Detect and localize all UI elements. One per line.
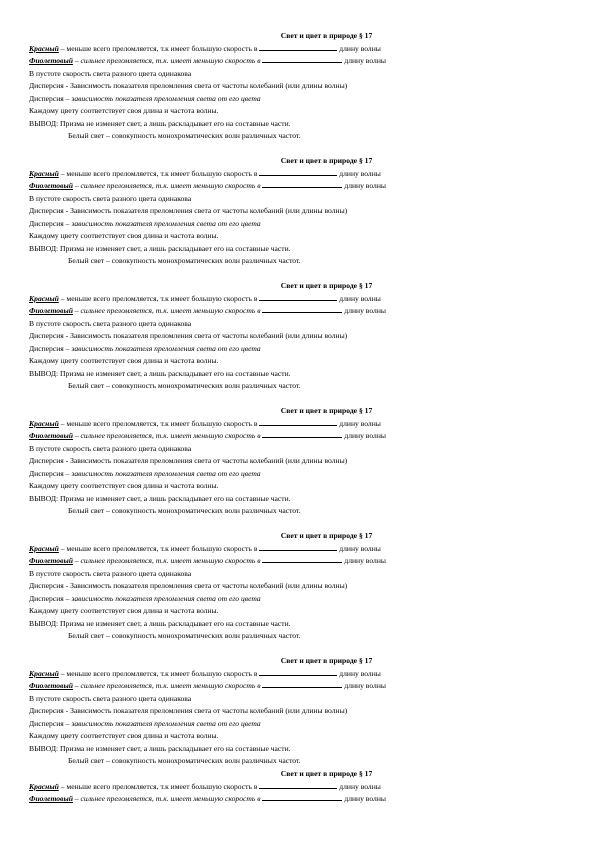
violet-blank-field[interactable] — [262, 680, 342, 688]
vacuum-line: В пустоте скорость света разного цвета одинакова — [29, 193, 192, 203]
dispersion-definition-1: Дисперсия - Зависимость показателя преломления света от частоты колебаний (или длины волны) — [29, 456, 348, 466]
red-text: – меньше всего преломляется, т.к имеет большую скорость в — [58, 418, 260, 428]
red-term: Красный — [29, 43, 59, 53]
violet-text: – сильнее преломляется, т.к. имеет меньшую скорость в — [72, 556, 263, 566]
violet-text: – сильнее преломляется, т.к. имеет меньшую скорость в — [72, 431, 263, 441]
dispersion-label: Дисперсия – — [29, 218, 72, 228]
violet-term: Фиолетовый — [29, 56, 73, 66]
red-blank-field[interactable] — [259, 668, 337, 676]
conclusion-line: ВЫВОД: Призма не изменяет свет, а лишь раскладывает его на составные части. — [29, 493, 291, 503]
dispersion-definition-1: Дисперсия - Зависимость показателя преломления света от частоты колебаний (или длины волны) — [29, 581, 348, 591]
red-blank-field[interactable] — [259, 43, 337, 51]
violet-blank-field[interactable] — [262, 430, 342, 438]
red-blank-field[interactable] — [259, 168, 337, 176]
violet-text: – сильнее преломляется, т.к. имеет меньшую скорость в — [72, 306, 263, 316]
block-title: Свет и цвет в природе § 17 — [280, 769, 373, 778]
dispersion-definition-1: Дисперсия - Зависимость показателя преломления света от частоты колебаний (или длины волны) — [29, 331, 348, 341]
red-tail: длину волны — [337, 293, 381, 303]
violet-blank-field[interactable] — [262, 180, 342, 188]
worksheet-block — [29, 155, 569, 268]
red-text: – меньше всего преломляется, т.к имеет большую скорость в — [58, 668, 260, 678]
white-light-line: Белый свет – совокупность монохроматических волн различных частот. — [68, 756, 301, 766]
violet-term: Фиолетовый — [29, 431, 73, 441]
worksheet-block — [29, 280, 569, 393]
red-line — [29, 168, 569, 181]
conclusion-line: ВЫВОД: Призма не изменяет свет, а лишь раскладывает его на составные части. — [29, 118, 291, 128]
vacuum-line: В пустоте скорость света разного цвета одинакова — [29, 568, 192, 578]
dispersion-text: зависимость показателя преломления света от его цвета — [71, 93, 261, 103]
red-text: – меньше всего преломляется, т.к имеет большую скорость в — [58, 543, 260, 553]
dispersion-text: зависимость показателя преломления света от его цвета — [71, 218, 261, 228]
red-line — [29, 668, 569, 681]
violet-term: Фиолетовый — [29, 794, 73, 804]
violet-blank-field[interactable] — [262, 793, 342, 801]
violet-tail: длину волны — [342, 556, 386, 566]
violet-tail: длину волны — [342, 56, 386, 66]
white-light-line: Белый свет – совокупность монохроматических волн различных частот. — [68, 131, 301, 141]
worksheet-block — [29, 655, 569, 768]
red-term: Красный — [29, 168, 59, 178]
violet-tail: длину волны — [342, 431, 386, 441]
red-blank-field[interactable] — [259, 543, 337, 551]
red-term: Красный — [29, 543, 59, 553]
dispersion-text: зависимость показателя преломления света от его цвета — [71, 718, 261, 728]
block-title: Свет и цвет в природе § 17 — [280, 406, 373, 415]
violet-term: Фиолетовый — [29, 556, 73, 566]
block-title: Свет и цвет в природе § 17 — [280, 31, 373, 40]
dispersion-definition-2 — [29, 93, 569, 106]
worksheet-block — [29, 530, 569, 643]
dispersion-text: зависимость показателя преломления света от его цвета — [71, 343, 261, 353]
dispersion-definition-2 — [29, 593, 569, 606]
conclusion-line: ВЫВОД: Призма не изменяет свет, а лишь раскладывает его на составные части. — [29, 243, 291, 253]
red-line — [29, 781, 569, 794]
violet-term: Фиолетовый — [29, 181, 73, 191]
violet-line — [29, 305, 569, 318]
violet-tail: длину волны — [342, 681, 386, 691]
dispersion-text: зависимость показателя преломления света от его цвета — [71, 593, 261, 603]
red-text: – меньше всего преломляется, т.к имеет большую скорость в — [58, 43, 260, 53]
dispersion-definition-2 — [29, 218, 569, 231]
red-line — [29, 543, 569, 556]
violet-tail: длину волны — [342, 306, 386, 316]
white-light-line: Белый свет – совокупность монохроматических волн различных частот. — [68, 506, 301, 516]
dispersion-definition-2 — [29, 343, 569, 356]
violet-line — [29, 680, 569, 693]
conclusion-line: ВЫВОД: Призма не изменяет свет, а лишь раскладывает его на составные части. — [29, 368, 291, 378]
violet-text: – сильнее преломляется, т.к. имеет меньшую скорость в — [72, 181, 263, 191]
block-title: Свет и цвет в природе § 17 — [280, 531, 373, 540]
red-line — [29, 418, 569, 431]
violet-text: – сильнее преломляется, т.к. имеет меньшую скорость в — [72, 794, 263, 804]
worksheet-block — [29, 405, 569, 518]
dispersion-definition-1: Дисперсия - Зависимость показателя преломления света от частоты колебаний (или длины волны) — [29, 206, 348, 216]
dispersion-text: зависимость показателя преломления света от его цвета — [71, 468, 261, 478]
each-color-line: Каждому цвету соответствует своя длина и частота волны. — [29, 731, 219, 741]
vacuum-line: В пустоте скорость света разного цвета одинакова — [29, 68, 192, 78]
violet-term: Фиолетовый — [29, 681, 73, 691]
violet-text: – сильнее преломляется, т.к. имеет меньшую скорость в — [72, 56, 263, 66]
violet-line — [29, 430, 569, 443]
vacuum-line: В пустоте скорость света разного цвета одинакова — [29, 693, 192, 703]
worksheet-block — [29, 30, 569, 143]
red-line — [29, 43, 569, 56]
dispersion-label: Дисперсия – — [29, 468, 72, 478]
red-blank-field[interactable] — [259, 781, 337, 789]
red-tail: длину волны — [337, 43, 381, 53]
red-term: Красный — [29, 293, 59, 303]
violet-line — [29, 555, 569, 568]
violet-tail: длину волны — [342, 794, 386, 804]
red-text: – меньше всего преломляется, т.к имеет большую скорость в — [58, 168, 260, 178]
block-title: Свет и цвет в природе § 17 — [280, 281, 373, 290]
white-light-line: Белый свет – совокупность монохроматических волн различных частот. — [68, 256, 301, 266]
red-blank-field[interactable] — [259, 418, 337, 426]
vacuum-line: В пустоте скорость света разного цвета одинакова — [29, 443, 192, 453]
violet-text: – сильнее преломляется, т.к. имеет меньшую скорость в — [72, 681, 263, 691]
violet-line — [29, 793, 569, 806]
white-light-line: Белый свет – совокупность монохроматических волн различных частот. — [68, 631, 301, 641]
violet-blank-field[interactable] — [262, 55, 342, 63]
red-tail: длину волны — [337, 418, 381, 428]
dispersion-definition-2 — [29, 718, 569, 731]
violet-line — [29, 55, 569, 68]
white-light-line: Белый свет – совокупность монохроматических волн различных частот. — [68, 381, 301, 391]
red-tail: длину волны — [337, 543, 381, 553]
dispersion-definition-2 — [29, 468, 569, 481]
red-term: Красный — [29, 781, 59, 791]
each-color-line: Каждому цвету соответствует своя длина и частота волны. — [29, 606, 219, 616]
each-color-line: Каждому цвету соответствует своя длина и частота волны. — [29, 231, 219, 241]
violet-blank-field[interactable] — [262, 555, 342, 563]
dispersion-definition-1: Дисперсия - Зависимость показателя преломления света от частоты колебаний (или длины волны) — [29, 81, 348, 91]
dispersion-label: Дисперсия – — [29, 718, 72, 728]
conclusion-line: ВЫВОД: Призма не изменяет свет, а лишь раскладывает его на составные части. — [29, 618, 291, 628]
red-blank-field[interactable] — [259, 293, 337, 301]
red-tail: длину волны — [337, 168, 381, 178]
red-term: Красный — [29, 668, 59, 678]
worksheet-block-partial — [29, 768, 569, 806]
red-tail: длину волны — [337, 668, 381, 678]
red-tail: длину волны — [337, 781, 381, 791]
dispersion-label: Дисперсия – — [29, 93, 72, 103]
each-color-line: Каждому цвету соответствует своя длина и частота волны. — [29, 106, 219, 116]
red-term: Красный — [29, 418, 59, 428]
violet-tail: длину волны — [342, 181, 386, 191]
conclusion-line: ВЫВОД: Призма не изменяет свет, а лишь раскладывает его на составные части. — [29, 743, 291, 753]
red-text: – меньше всего преломляется, т.к имеет большую скорость в — [58, 293, 260, 303]
each-color-line: Каждому цвету соответствует своя длина и частота волны. — [29, 356, 219, 366]
vacuum-line: В пустоте скорость света разного цвета одинакова — [29, 318, 192, 328]
violet-blank-field[interactable] — [262, 305, 342, 313]
violet-term: Фиолетовый — [29, 306, 73, 316]
each-color-line: Каждому цвету соответствует своя длина и частота волны. — [29, 481, 219, 491]
block-title: Свет и цвет в природе § 17 — [280, 656, 373, 665]
dispersion-label: Дисперсия – — [29, 343, 72, 353]
red-line — [29, 293, 569, 306]
dispersion-definition-1: Дисперсия - Зависимость показателя преломления света от частоты колебаний (или длины волны) — [29, 706, 348, 716]
red-text: – меньше всего преломляется, т.к имеет большую скорость в — [58, 781, 260, 791]
violet-line — [29, 180, 569, 193]
block-title: Свет и цвет в природе § 17 — [280, 156, 373, 165]
dispersion-label: Дисперсия – — [29, 593, 72, 603]
